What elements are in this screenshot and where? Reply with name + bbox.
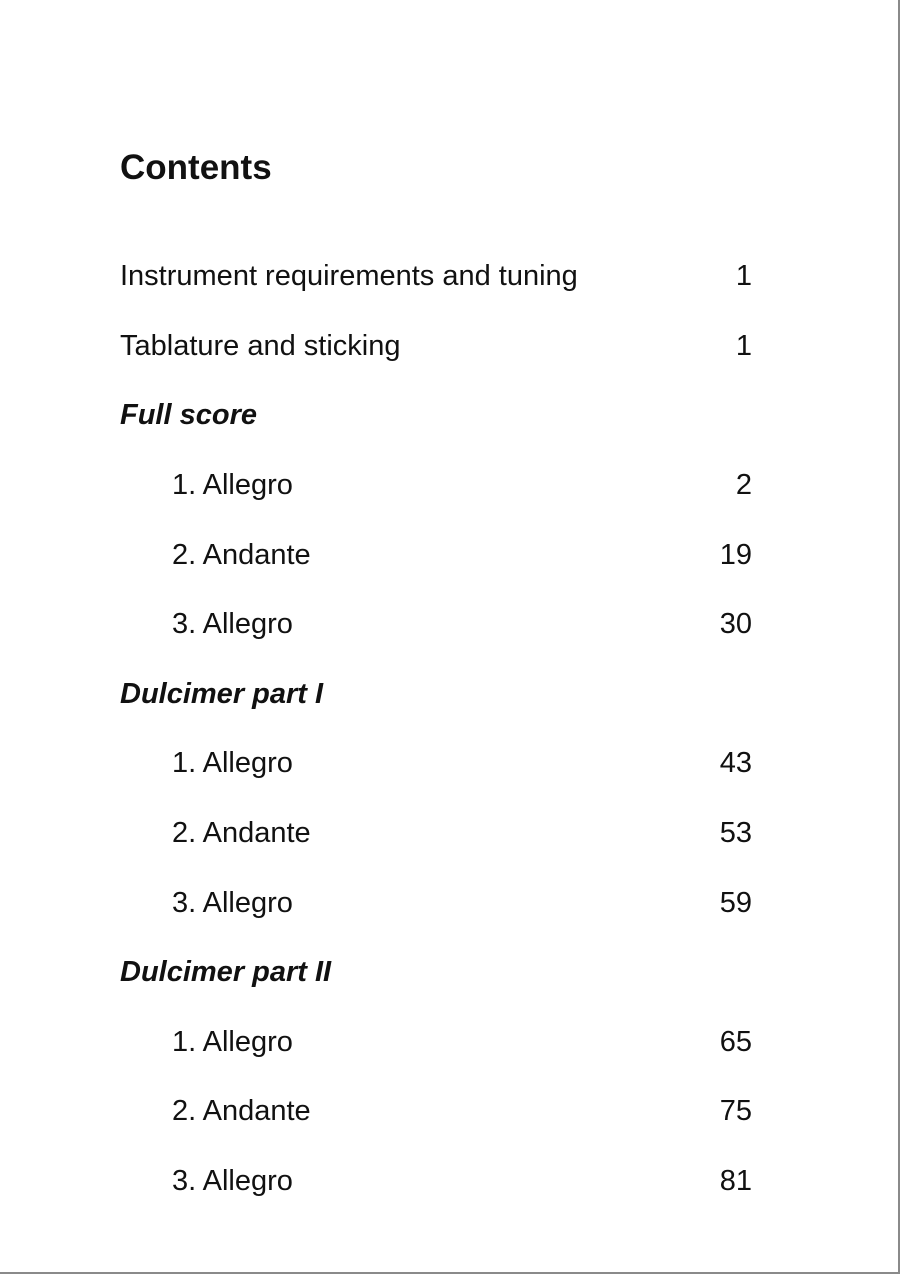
toc-entry-label: 2. Andante bbox=[172, 538, 311, 571]
toc-entry-label: 2. Andante bbox=[172, 1095, 311, 1128]
toc-page-number: 1 bbox=[735, 260, 752, 293]
toc-entry-full-score-andante[interactable] bbox=[120, 520, 752, 590]
toc-entry-instrument-requirements[interactable] bbox=[120, 242, 752, 312]
toc-page-number: 75 bbox=[719, 1095, 752, 1128]
toc-page-number: 30 bbox=[719, 608, 752, 641]
toc-entry-label: 3. Allegro bbox=[172, 1165, 293, 1198]
toc-page-number: 53 bbox=[719, 817, 752, 850]
page-title: Contents bbox=[120, 148, 272, 187]
toc-page-number: 19 bbox=[719, 538, 752, 571]
toc-entry-part-2-andante[interactable] bbox=[120, 1077, 752, 1147]
toc-entry-part-1-andante[interactable] bbox=[120, 799, 752, 869]
toc-entry-label: 3. Allegro bbox=[172, 886, 293, 919]
toc-entry-label: 1. Allegro bbox=[172, 747, 293, 780]
toc-page-number: 59 bbox=[719, 886, 752, 919]
toc-section-dulcimer-part-2 bbox=[120, 938, 752, 1008]
table-of-contents bbox=[120, 242, 752, 1216]
toc-entry-part-1-allegro-1[interactable] bbox=[120, 729, 752, 799]
toc-section-heading: Dulcimer part II bbox=[120, 956, 332, 989]
toc-section-dulcimer-part-1 bbox=[120, 660, 752, 730]
toc-section-heading: Full score bbox=[120, 399, 257, 432]
toc-entry-label: 2. Andante bbox=[172, 817, 311, 850]
toc-page-number: 1 bbox=[735, 329, 752, 362]
toc-section-heading: Dulcimer part I bbox=[120, 677, 324, 710]
toc-entry-part-1-allegro-3[interactable] bbox=[120, 868, 752, 938]
toc-entry-label: 1. Allegro bbox=[172, 1025, 293, 1058]
toc-entry-tablature-sticking[interactable] bbox=[120, 312, 752, 382]
toc-section-full-score bbox=[120, 381, 752, 451]
toc-page-number: 81 bbox=[719, 1165, 752, 1198]
toc-entry-label: Instrument requirements and tuning bbox=[120, 260, 578, 293]
toc-entry-full-score-allegro-3[interactable] bbox=[120, 590, 752, 660]
toc-entry-part-2-allegro-1[interactable] bbox=[120, 1008, 752, 1078]
toc-entry-label: 3. Allegro bbox=[172, 608, 293, 641]
toc-entry-part-2-allegro-3[interactable] bbox=[120, 1147, 752, 1217]
toc-page-number: 2 bbox=[735, 469, 752, 502]
toc-page-number: 65 bbox=[719, 1025, 752, 1058]
toc-entry-full-score-allegro-1[interactable] bbox=[120, 451, 752, 521]
toc-entry-label: 1. Allegro bbox=[172, 469, 293, 502]
toc-page-number: 43 bbox=[719, 747, 752, 780]
toc-entry-label: Tablature and sticking bbox=[120, 329, 401, 362]
